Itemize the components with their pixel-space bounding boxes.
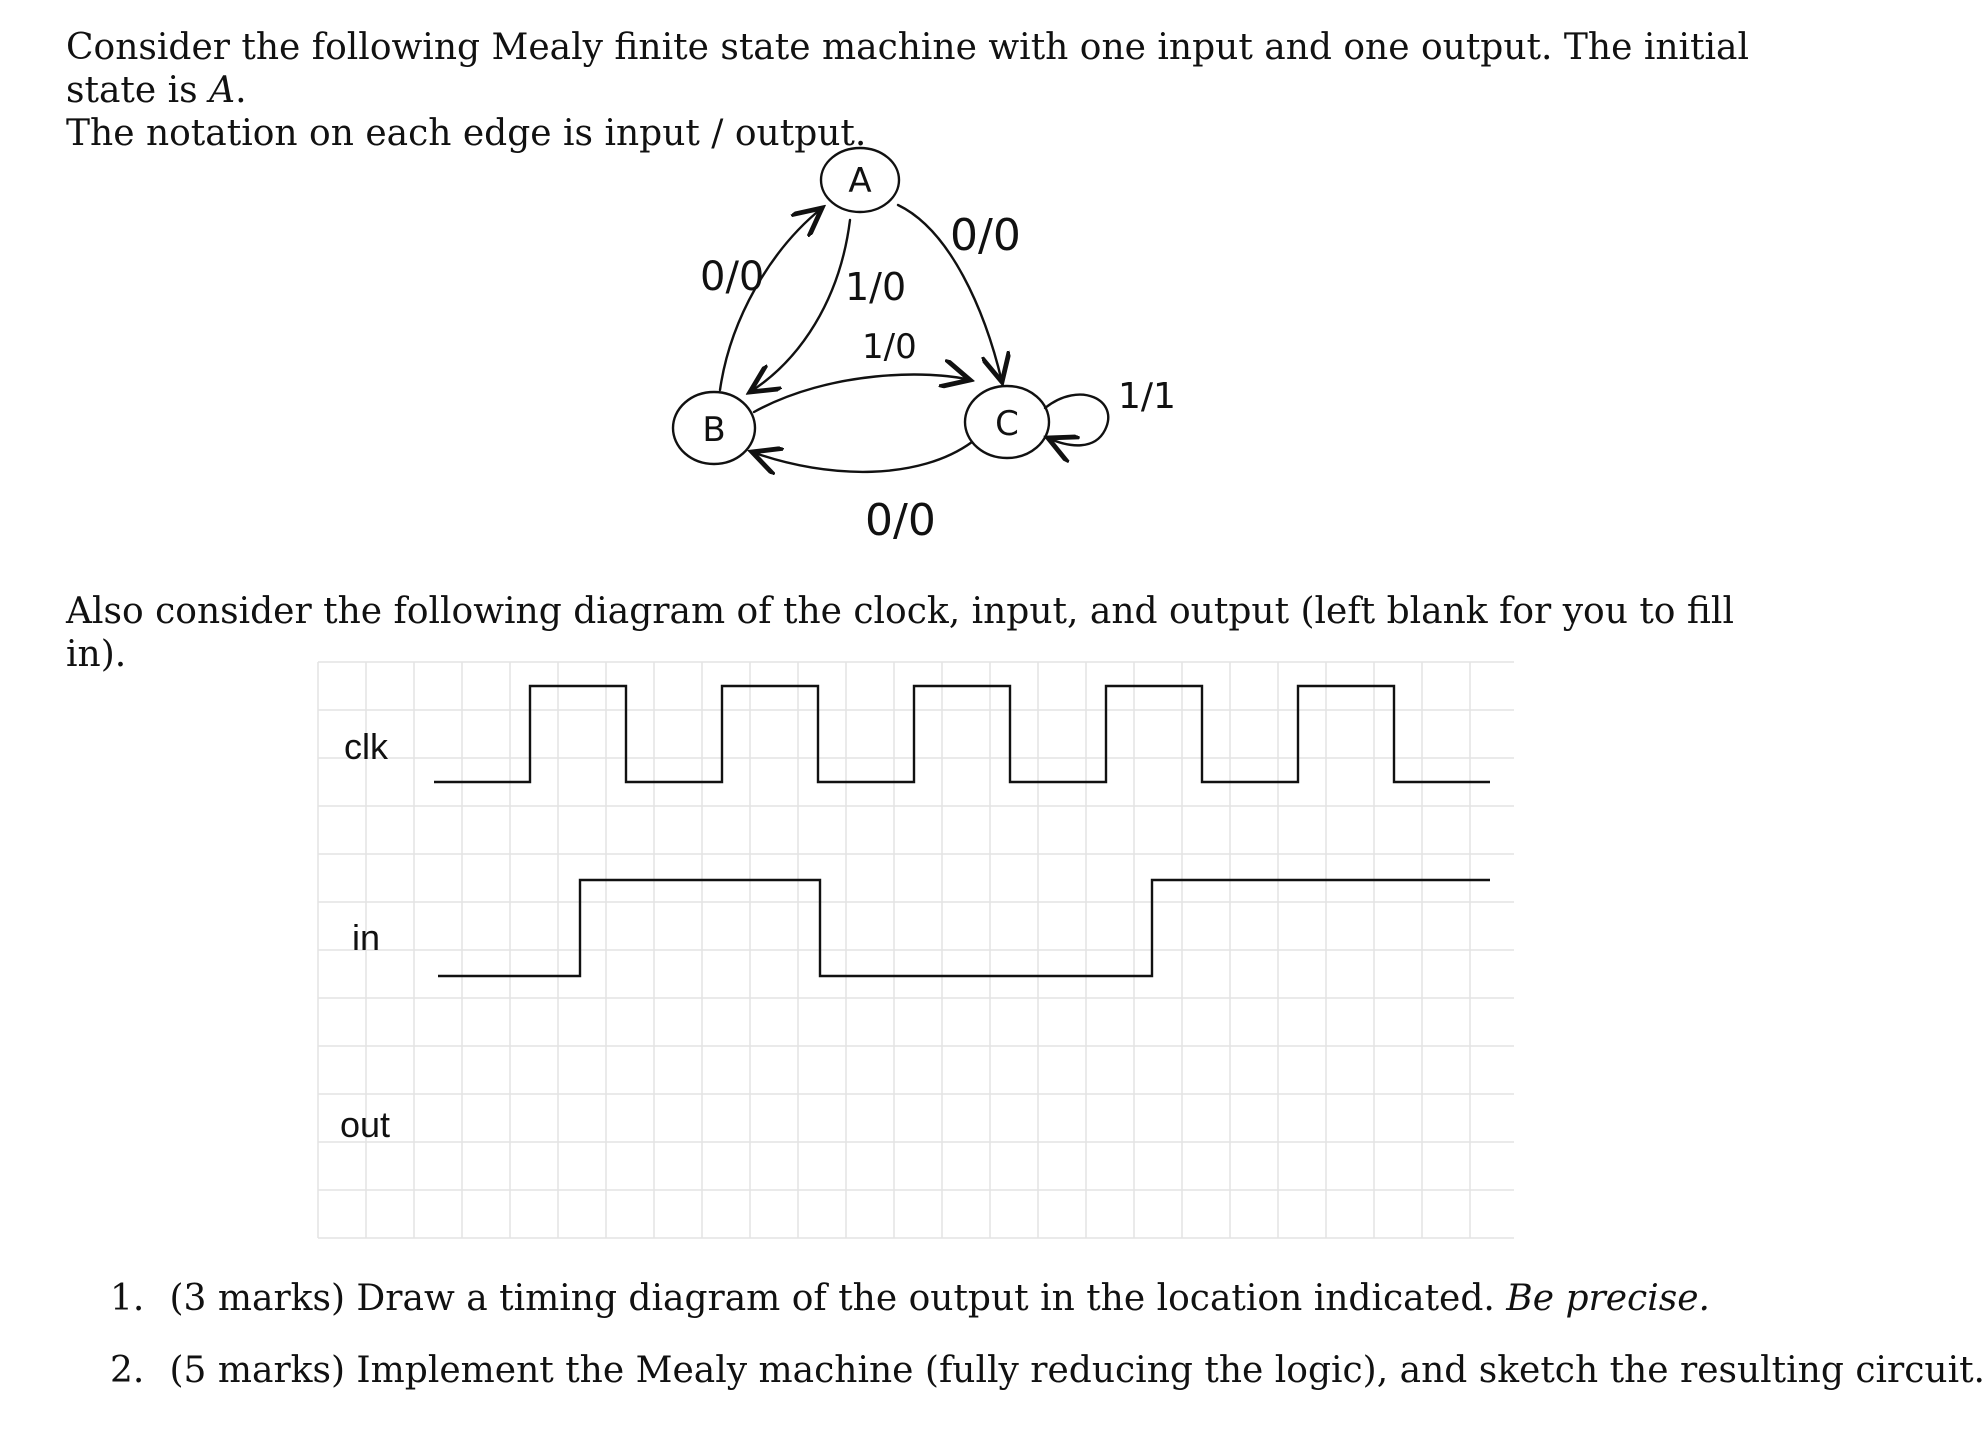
edge-label-a-to-c: 0/0 [950,210,1021,261]
out-label: out [340,1104,391,1145]
edge-label-b-to-a: 0/0 [700,254,765,300]
state-b-label: B [702,410,726,450]
question-2-text: (5 marks) Implement the Mealy machine (fully reducing the logic), and sketch the resulting circuit. [169,1350,1985,1391]
edge-label-c-to-b: 0/0 [865,495,936,546]
edge-c-to-b [752,442,972,472]
intro-paragraph: Consider the following Mealy finite state machine with one input and one output. The initial state is A. The notation on each edge is input / output. [66,27,1749,154]
intro-line-2: The notation on each edge is input / output. [66,113,867,154]
question-2 [110,1350,1985,1391]
edge-c-self-loop [1045,395,1108,446]
question-2-number: 2. [110,1350,145,1391]
question-1-text: (3 marks) Draw a timing diagram of the output in the location indicated. [169,1278,1495,1319]
question-1-emphasis: Be precise. [1506,1278,1710,1319]
timing-diagram [310,660,1522,1240]
state-c-label: C [995,404,1019,444]
question-1 [110,1278,1710,1319]
timing-intro-text: Also consider the following diagram of the clock, input, and output (left blank for you to fill in). [66,591,1734,675]
edge-b-to-c [754,375,970,412]
state-diagram [640,130,1200,550]
initial-state-symbol: A [209,70,236,111]
edge-label-c-self: 1/1 [1118,376,1176,417]
intro-line-1: Consider the following Mealy finite state machine with one input and one output. The initial state is [66,27,1749,111]
edge-label-b-to-c: 1/0 [862,327,917,367]
in-waveform [438,880,1490,976]
question-1-number: 1. [110,1278,145,1319]
edge-a-to-b [750,220,850,392]
edge-label-a-to-b: 1/0 [845,265,907,309]
clk-label: clk [344,726,388,767]
clk-waveform [434,686,1490,782]
state-a-label: A [848,161,872,201]
in-label: in [352,917,381,958]
timing-grid [318,662,1514,1238]
